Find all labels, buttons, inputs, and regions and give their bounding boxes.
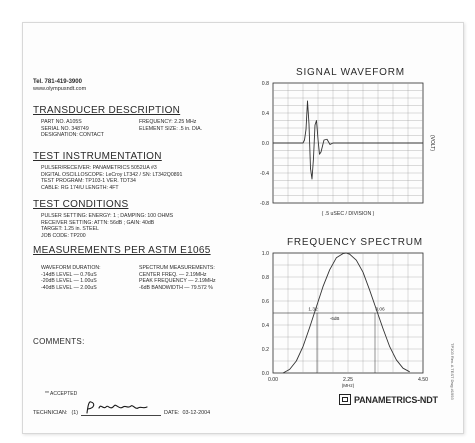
waveform-ytick-label: 0.0 — [261, 141, 269, 147]
date-label: DATE: — [164, 410, 180, 416]
condition-line: PULSER SETTING: ENERGY: 1 ; DAMPING: 100 OHMS — [41, 213, 174, 219]
duration-40db: -40dB LEVEL — 2.00uS — [41, 284, 97, 291]
center-freq: CENTER FREQ. — 2.19MHz — [139, 271, 207, 278]
instrument-line: DIGITAL OSCILLOSCOPE: LeCroy LT342 / SN: LT342Q0891 — [41, 171, 183, 178]
instrument-line: CABLE: RG 174/U LENGTH: 4FT — [41, 184, 119, 191]
designation-label: DESIGNATION: — [41, 132, 78, 139]
comments-label: COMMENTS: — [33, 337, 85, 346]
waveform-ylabel: (VOLT) — [429, 134, 435, 152]
instrument-line: PULSER/RECEIVER: PANAMETRICS 5052UA #3 — [41, 165, 157, 171]
transducer-heading: TRANSDUCER DESCRIPTION — [33, 105, 181, 116]
waveform-duration-title: WAVEFORM DURATION: — [41, 265, 101, 271]
form-note: TP103 Rev. A TEST Dwg #1993 — [450, 343, 455, 400]
waveform-chart — [260, 81, 435, 217]
conditions-heading: TEST CONDITIONS — [33, 199, 129, 210]
technician-label: TECHNICIAN: — [33, 410, 68, 416]
certificate-sheet — [22, 22, 464, 434]
condition-line: JOB CODE: TP200 — [41, 232, 86, 239]
spectrum-left-label: 1.32 — [308, 307, 318, 313]
duration-20db: -20dB LEVEL — 1.00uS — [41, 278, 97, 285]
designation-value: CONTACT — [79, 132, 104, 139]
duration-14db: -14dB LEVEL — 0.76uS — [41, 271, 97, 278]
spectrum-title: FREQUENCY SPECTRUM — [287, 237, 423, 248]
spectrum-ytick-label: 0.8 — [261, 275, 269, 281]
measurements-heading: MEASUREMENTS PER ASTM E1065 — [33, 245, 211, 256]
bandwidth: -6dB BANDWIDTH — 79.572 % — [139, 284, 213, 291]
waveform-title: SIGNAL WAVEFORM — [296, 67, 405, 78]
telephone: Tel. 781-419-3900 — [33, 79, 82, 85]
technician-id: (1) — [71, 410, 79, 416]
brand-logo — [339, 394, 438, 405]
spectrum-ytick-label: 0.2 — [261, 347, 269, 353]
element-value: .5 in. DIA. — [179, 125, 203, 132]
spectrum-ytick-label: 0.4 — [261, 323, 269, 329]
waveform-ytick-label: 0.8 — [261, 81, 269, 87]
charts-canvas — [23, 23, 463, 433]
spectrum-ytick-label: 0.6 — [261, 299, 269, 305]
spectrum-right-label: 3.06 — [375, 307, 385, 313]
spectrum-chart — [262, 251, 428, 388]
brand-mark-icon — [339, 394, 351, 405]
waveform-ytick-label: -0.4 — [260, 171, 269, 177]
frequency-value: 2.25 MHz — [174, 119, 197, 125]
part-no-value: A105S — [66, 119, 82, 125]
peak-freq: PEAK FREQUENCY — 2.19MHz — [139, 278, 216, 285]
brand-name: PANAMETRICS-NDT — [354, 394, 438, 405]
spectrum-xtick-label: 4.50 — [417, 377, 429, 383]
accepted-label: ** ACCEPTED — [45, 391, 78, 397]
website: www.olympusndt.com — [33, 86, 87, 92]
waveform-xlabel: ( .5 uSEC / DIVISION ) — [321, 211, 375, 217]
spectrum-measurements-title: SPECTRUM MEASUREMENTS: — [139, 265, 215, 271]
date-value: 03-12-2004 — [182, 410, 211, 416]
spectrum-xtick-label: 2.25 — [342, 377, 354, 383]
serial-label: SERIAL NO. — [41, 125, 70, 132]
serial-value: 348749 — [71, 125, 89, 132]
frequency-label: FREQUENCY: — [139, 119, 173, 125]
spectrum-ytick-label: 1.0 — [261, 251, 269, 257]
part-no-label: PART NO. — [41, 119, 65, 125]
element-label: ELEMENT SIZE: — [139, 125, 178, 132]
spectrum-level-label: -6dB — [329, 316, 340, 321]
instrument-line: TEST PROGRAM: TP103-1 VER. TDT34 — [41, 178, 136, 185]
waveform-ytick-label: 0.4 — [261, 111, 269, 117]
condition-line: TARGET: 1.25 in. STEEL — [41, 226, 99, 233]
condition-line: RECEIVER SETTING: ATTN: 56dB ; GAIN: 40dB — [41, 219, 155, 226]
instrumentation-heading: TEST INSTRUMENTATION — [33, 151, 162, 162]
waveform-ytick-label: -0.8 — [260, 201, 269, 207]
spectrum-ytick-label: 0.0 — [261, 371, 269, 377]
spectrum-xlabel: (MHz) — [341, 383, 355, 388]
spectrum-xtick-label: 0.00 — [267, 377, 279, 383]
